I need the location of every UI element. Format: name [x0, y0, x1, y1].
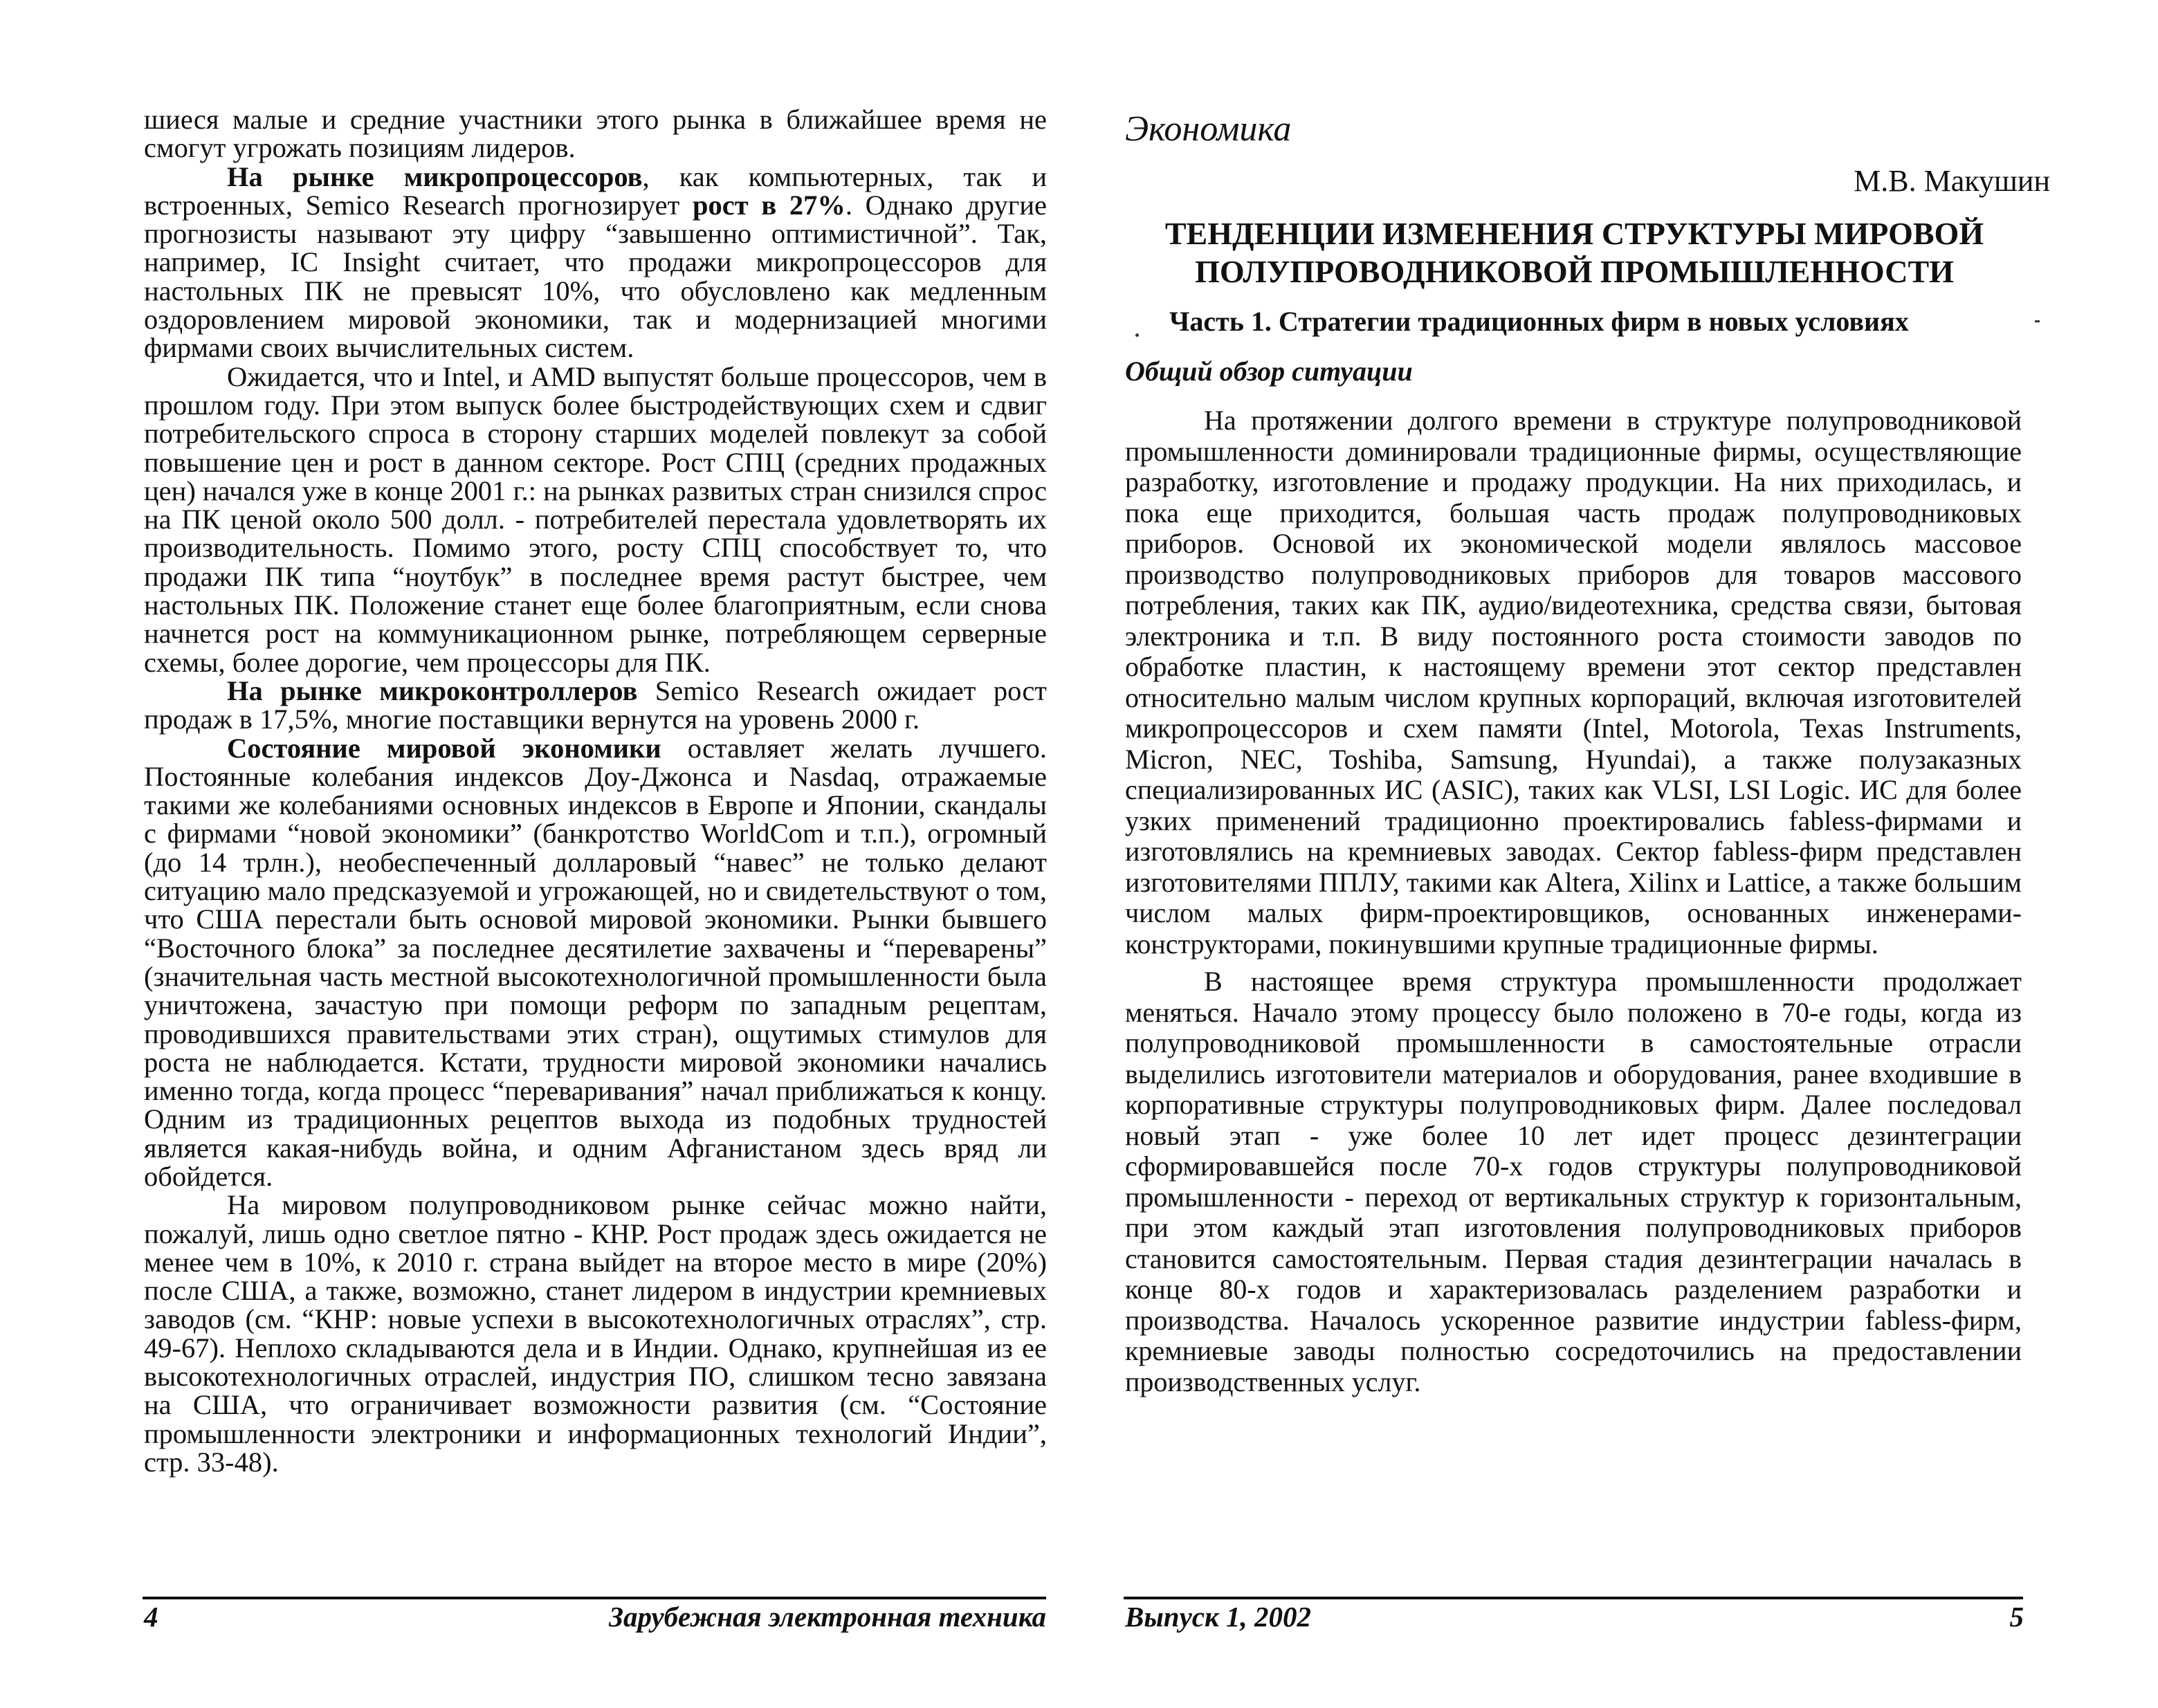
- journal-name: Зарубежная электронная техника: [609, 1601, 1046, 1633]
- text-run: Ожидается, что и Intel, и AMD выпустят больше процессоров, чем в прошлом году. При этом выпуск более быстродействующих схем и сдвиг потребительского спроса в сторону старших моделей повлекут за собой повышение цен и рост в данном секторе. Рост СПЦ (средних продажных цен) начался уже в конце 2001 г.: на рынках развитых стран снизился спрос на ПК ценой около 500 долл. - потребителей перестала удовлетворять их производительность. Помимо этого, росту СПЦ способствует то, что продажи ПК типа “ноутбук” в последнее время растут быстрее, чем настольных ПК. Положение станет еще более благоприятным, если снова начнется рост на коммуникационном рынке, потребляющем серверные схемы, более дорогие, чем процессоры для ПК.: [144, 360, 1047, 678]
- section-heading: Общий обзор ситуации: [1125, 356, 1413, 387]
- article-title-line-2: ПОЛУПРОВОДНИКОВОЙ ПРОМЫШЛЕННОСТИ: [1195, 254, 1954, 289]
- bold-run: На рынке микропроцессоров: [227, 160, 643, 192]
- paragraph: [144, 734, 1047, 1191]
- article-author: М.В. Макушин: [1854, 164, 2050, 198]
- page-number-left: 4: [144, 1601, 158, 1633]
- right-page-body: [1125, 405, 2022, 1397]
- paragraph: [144, 674, 1048, 735]
- paragraph: В настоящее время структура промышленности продолжает меняться. Начало этому процессу было положено в 70-е годы, когда из полупроводниковой промышленности в самостоятельные отрасли выделились изготовители материалов и оборудования, ранее входившие в корпоративные структуры полупроводниковых фирм. Далее последовал новый этап - уже более 10 лет идет процесс дезинтеграции сформировавшейся после 70-х годов структуры полупроводниковой промышленности - переход от вертикальных структур к горизонтальным, при этом каждый этап изготовления полупроводниковых приборов становится самостоятельным. Первая стадия дезинтеграции началась в конце 80-х годов и характеризовалась разделением разработки и производства. Началось ускоренное развитие индустрии fabless-фирм, кремниевые заводы полностью сосредоточились на предоставлении производственных услуг.: [1125, 966, 2022, 1397]
- text-run: Semico Research ожидает рост продаж в 17,5%, многие поставщики вернутся на уровень 2000 г.: [144, 674, 1048, 735]
- left-page-body: [144, 105, 1047, 1476]
- page-number-right: 5: [2009, 1601, 2024, 1633]
- bold-run: На рынке микроконтроллеров: [227, 674, 638, 706]
- article-title-line-1: ТЕНДЕНЦИИ ИЗМЕНЕНИЯ СТРУКТУРЫ МИРОВОЙ: [1164, 216, 1984, 251]
- article-title: [1125, 214, 2024, 291]
- paragraph: [144, 362, 1047, 677]
- paragraph: [144, 1191, 1047, 1476]
- scan-speck: [1135, 333, 1139, 337]
- text-run: шиеся малые и средние участники этого рынка в ближайшее время не смогут угрожать позициям лидеров.: [144, 104, 1047, 164]
- text-run: На мировом полупроводниковом рынке сейчас можно найти, пожалуй, лишь одно светлое пятно - КНР. Рост продаж здесь ожидается не менее чем в 10%, к 2010 г. страна выйдет на второе место в мире (20%) после США, а также, возможно, станет лидером в индустрии кремниевых заводов (см. “КНР: новые успехи в высокотехнологичных отраслях”, стр. 49-67). Неплохо складываются дела и в Индии. Однако, крупнейшая из ее высокотехнологичных отраслей, индустрия ПО, слишком тесно завязана на США, что ограничивает возможности развития (см. “Состояние промышленности электроники и информационных технологий Индии”, стр. 33-48).: [144, 1189, 1047, 1478]
- text-run: , как компьютерных, так и встроенных, Semico Research прогнозирует: [144, 160, 1047, 221]
- bold-run: рост в 27%: [693, 189, 845, 221]
- scan-speck: [2035, 320, 2040, 322]
- issue-label: Выпуск 1, 2002: [1125, 1601, 1312, 1633]
- part-title: Часть 1. Стратегии традиционных фирм в новых условиях: [1169, 306, 1909, 337]
- bold-run: Состояние мировой экономики: [227, 732, 661, 764]
- section-tag: Экономика: [1125, 109, 1292, 149]
- paragraph: На протяжении долгого времени в структуре полупроводниковой промышленности доминировали традиционные фирмы, осуществляющие разработку, изготовление и продажу продукции. На них приходилась, и пока еще приходится, большая часть продаж полупроводниковых приборов. Основой их экономической модели являлось массовое производство полупроводниковых приборов для товаров массового потребления, таких как ПК, аудио/видеотехника, средства связи, бытовая электроника и т.п. В виду постоянного роста стоимости заводов по обработке пластин, к настоящему времени этот сектор представлен относительно малым числом крупных корпораций, включая изготовителей микропроцессоров и схем памяти (Intel, Motorola, Texas Instruments, Micron, NEC, Toshiba, Samsung, Hyundai), а также полузаказных специализированных ИС (ASIC), таких как VLSI, LSI Logic. ИС для более узких применений традиционно проектировались fabless-фирмами и изготовлялись на кремниевых заводах. Сектор fabless-фирм представлен изготовителями ППЛУ, такими как Altera, Xilinx и Lattice, а также большим числом малых фирм-проектировщиков, основанных инженерами-конструкторами, покинувшими крупные традиционные фирмы.: [1125, 405, 2022, 959]
- text-run: . Однако другие прогнозисты называют эту цифру “завышенно оптимистичной”. Так, например, IC Insight считает, что продажи микропроцессоров для настольных ПК не превысят 10%, что обусловлено как медленным оздоровлением мировой экономики, так и модернизацией многими фирмами своих вычислительных систем.: [144, 189, 1048, 364]
- paragraph: [144, 105, 1047, 163]
- paragraph: [144, 160, 1048, 364]
- text-run: оставляет желать лучшего. Постоянные колебания индексов Доу-Джонса и Nasdaq, отражаемые такими же колебаниями основных индексов в Европе и Японии, скандалы с фирмами “новой экономики” (банкротство WorldCom и т.п.), огромный (до 14 трлн.), необеспеченный долларовый “навес” не только делают ситуацию мало предсказуемой и угрожающей, но и свидетельствуют о том, что США перестали быть основой мировой экономики. Рынки бывшего “Восточного блока” за последнее десятилетие захвачены и “переварены” (значительная часть местной высокотехнологичной промышленности была уничтожена, зачастую при помощи реформ по западным рецептам, проводившихся правительствами этих стран), ощутимых стимулов для роста не наблюдается. Кстати, трудности мировой экономики начались именно тогда, когда процесс “переваривания” начал приближаться к концу. Одним из традиционных рецептов выхода из подобных трудностей является какая-нибудь война, и одним Афганистаном здесь вряд ли обойдется.: [144, 732, 1047, 1192]
